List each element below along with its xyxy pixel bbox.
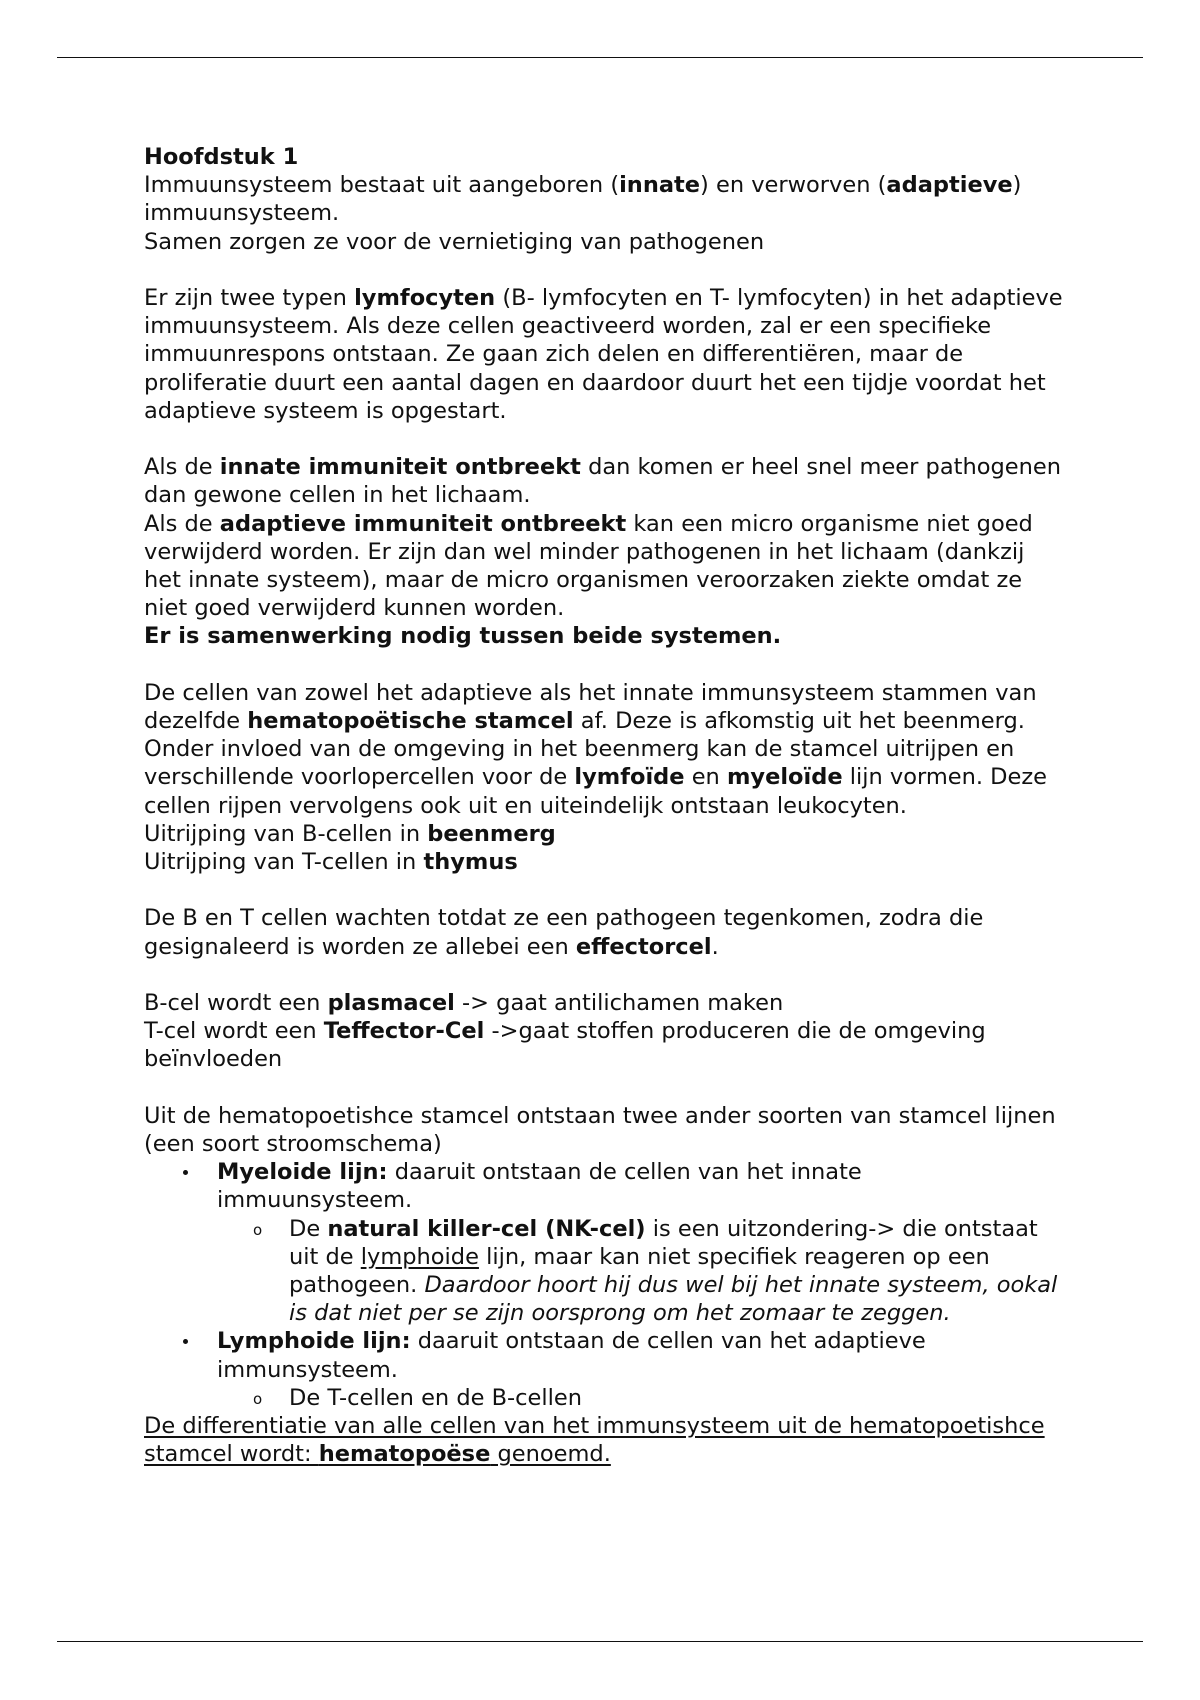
paragraph-lymfocyten: Er zijn twee typen lymfocyten (B- lymfocyten en T- lymfocyten) in het adaptieve immuunsysteem. Als deze cellen geactiveerd worden, zal er een specifieke immuunrespons ontstaan. Ze gaan zich delen en differentiëren, maar de proliferatie duurt een aantal dagen en daardoor duurt het een tijdje voordat het adaptieve systeem is opgestart. <box>144 285 1063 424</box>
paragraph-cooperation: Er is samenwerking nodig tussen beide systemen. <box>144 623 782 650</box>
document-body <box>144 143 1064 1468</box>
chapter-heading: Hoofdstuk 1 <box>144 144 299 170</box>
paragraph-stamcel-lijnen: Uit de hematopoetishce stamcel ontstaan twee ander soorten van stamcel lijnen (een soort stroomschema) <box>144 1102 1056 1158</box>
line-t-cell-maturation: Uitrijping van T-cellen in thymus <box>144 849 518 876</box>
line-t-cell-effector: T-cel wordt een Teffector-Cel ->gaat stoffen produceren die de omgeving beïnvloeden <box>144 1018 986 1073</box>
paragraph-stamcel: De cellen van zowel het adaptieve als het innate immunsysteem stammen van dezelfde hematopoëtische stamcel af. Deze is afkomstig uit het beenmerg. Onder invloed van de omgeving in het beenmerg kan de stamcel uitrijpen en verschillende voorlopercellen voor de lymfoïde en myeloïde lijn vormen. Deze cellen rijpen vervolgens ook uit en uiteindelijk ontstaan leukocyten. <box>144 679 1047 819</box>
sublist-myeloid <box>217 1215 1064 1328</box>
list-item-t-b-cells: o De T-cellen en de B-cellen <box>289 1384 1064 1412</box>
list-item-lymphoid: Lymphoide lijn: daaruit ontstaan de cellen van het adaptieve immunsysteem. o De T-cellen en de B-cellen <box>217 1327 1064 1412</box>
line-b-cell-plasmacel: B-cel wordt een plasmacel -> gaat antilichamen maken <box>144 990 784 1017</box>
paragraph-effectorcel: De B en T cellen wachten totdat ze een pathogeen tegenkomen, zodra die gesignaleerd is worden ze allebei een effectorcel. <box>144 905 984 960</box>
paragraph-innate-missing: Als de innate immuniteit ontbreekt dan komen er heel snel meer pathogenen dan gewone cellen in het lichaam. <box>144 454 1061 509</box>
line-b-cell-maturation: Uitrijping van B-cellen in beenmerg <box>144 820 556 847</box>
sublist-lymphoid <box>217 1384 1064 1412</box>
paragraph-adaptive-missing: Als de adaptieve immuniteit ontbreekt kan een micro organisme niet goed verwijderd worden. Er zijn dan wel minder pathogenen in het lichaam (dankzij het innate systeem), maar de micro organismen veroorzaken ziekte omdat ze niet goed verwijderd kunnen worden. <box>144 510 1033 622</box>
lineage-list <box>144 1158 1064 1412</box>
header-rule <box>57 57 1143 58</box>
paragraph-hematopoese: De differentiatie van alle cellen van het immunsysteem uit de hematopoetishce stamcel wordt: hematopoëse genoemd. <box>144 1413 1045 1468</box>
footer-rule <box>57 1641 1143 1642</box>
list-item-myeloid: Myeloide lijn: daaruit ontstaan de cellen van het innate immuunsysteem. o De natural killer-cel (NK-cel) is een uitzondering-> die ontstaat uit de lymphoide lijn, maar kan niet specifiek reageren op een pathogeen. Daardoor hoort hij dus wel bij het innate systeem, ookal is dat niet per se zijn oorsprong om het zomaar te zeggen. <box>217 1158 1064 1327</box>
paragraph-intro: Immuunsysteem bestaat uit aangeboren (innate) en verworven (adaptieve) immuunsysteem. <box>144 172 1022 227</box>
list-item-nk-cell: o De natural killer-cel (NK-cel) is een uitzondering-> die ontstaat uit de lymphoide lijn, maar kan niet specifiek reageren op een pathogeen. Daardoor hoort hij dus wel bij het innate systeem, ookal is dat niet per se zijn oorsprong om het zomaar te zeggen. <box>289 1215 1064 1328</box>
paragraph-intro-line2: Samen zorgen ze voor de vernietiging van pathogenen <box>144 228 765 255</box>
